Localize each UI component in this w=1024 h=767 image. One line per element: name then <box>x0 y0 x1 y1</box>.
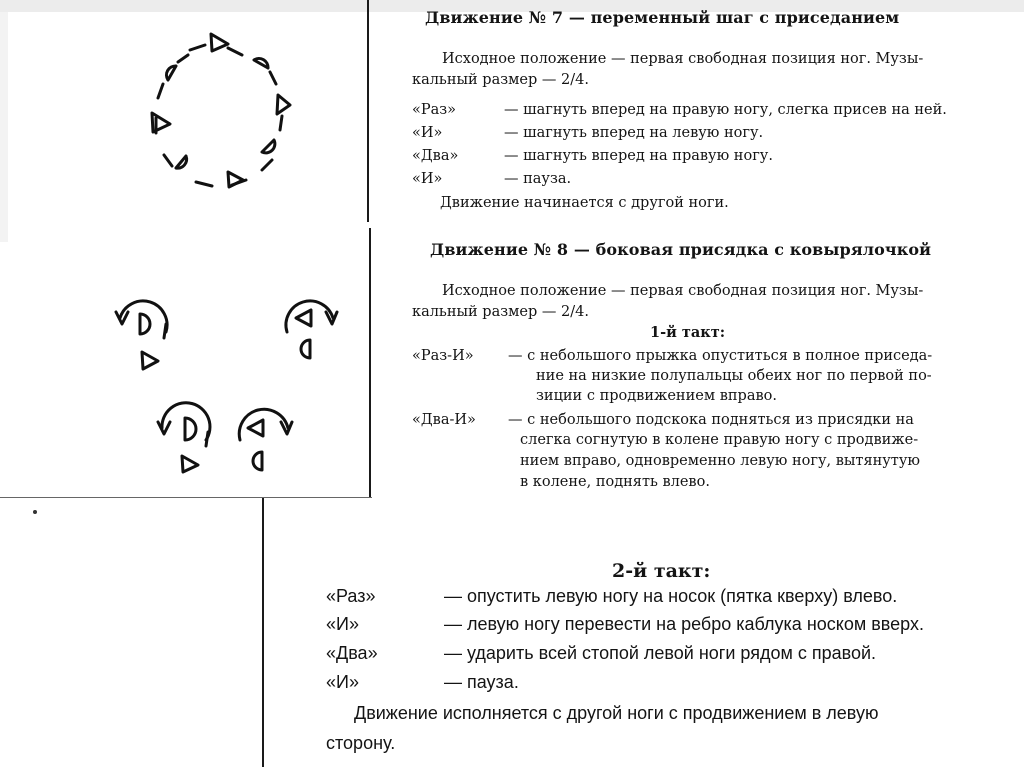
step-count: «Раз» <box>326 586 376 606</box>
bar1-step <box>412 348 972 368</box>
step-description: — пауза. <box>444 672 519 692</box>
section7-step <box>412 171 972 191</box>
section7-step <box>412 125 972 145</box>
section7-step <box>412 148 972 168</box>
step-count: «Два-И» <box>412 412 476 428</box>
step-description: — ударить всей стопой левой ноги рядом с правой. <box>444 643 877 663</box>
bar1-step <box>412 412 972 432</box>
step-count: «Два» <box>412 148 459 164</box>
bar2-outro-2: сторону. <box>326 733 396 753</box>
section8-intro-2: кальный размер — 2/4. <box>412 304 589 320</box>
step-description-cont: в колене, поднять влево. <box>520 474 710 490</box>
bar1-title: 1-й такт: <box>650 324 726 341</box>
step-count: «И» <box>326 672 359 692</box>
step-count: «Два» <box>326 643 378 663</box>
step-description: — левую ногу перевести на ребро каблука носком вверх. <box>444 614 924 634</box>
step-count: «И» <box>326 614 359 634</box>
bar2-step <box>326 614 1006 638</box>
scan-speck <box>33 510 37 514</box>
step-description-cont: слегка согнутую в колене правую ногу с продвиже- <box>520 432 919 448</box>
section8-intro-1: Исходное положение — первая свободная позиция ног. Музы- <box>442 283 924 299</box>
step-count: «И» <box>412 125 443 141</box>
pair-diagram-1 <box>116 301 167 369</box>
column-divider <box>262 498 264 767</box>
step-description: — с небольшого прыжка опуститься в полное приседа- <box>508 348 933 364</box>
step-description-cont: ние на низкие полупальцы обеих ног по первой по- <box>536 368 932 384</box>
step-description: — с небольшого подскока подняться из присядки на <box>508 412 914 428</box>
step-description: — шагнуть вперед на левую ногу. <box>504 125 764 141</box>
step-count: «И» <box>412 171 443 187</box>
step-description: — опустить левую ногу на носок (пятка кверху) влево. <box>444 586 898 606</box>
pair-diagram-2 <box>286 301 337 358</box>
dance-diagrams <box>0 0 370 500</box>
bar2-step <box>326 672 1006 696</box>
bar2-outro-1: Движение исполняется с другой ноги с продвижением в левую <box>354 703 879 723</box>
section7-outro: Движение начинается с другой ноги. <box>440 195 729 211</box>
bar2-step <box>326 643 1006 667</box>
circle-formation-diagram <box>152 34 290 187</box>
step-count: «Раз» <box>412 102 457 118</box>
pair-diagram-4 <box>239 409 292 470</box>
section7-heading: Движение № 7 — переменный шаг с приседанием <box>425 8 900 27</box>
step-description: — шагнуть вперед на правую ногу, слегка присев на ней. <box>504 102 947 118</box>
pair-diagram-3 <box>158 403 210 472</box>
section7-step <box>412 102 972 122</box>
bar2-step <box>326 586 1006 610</box>
bar2-title: 2-й такт: <box>612 560 711 582</box>
step-description-cont: зиции с продвижением вправо. <box>536 388 777 404</box>
section8-heading: Движение № 8 — боковая присядка с ковырялочкой <box>430 240 932 259</box>
step-description: — пауза. <box>504 171 572 187</box>
step-count: «Раз-И» <box>412 348 474 364</box>
section7-intro-1: Исходное положение — первая свободная позиция ног. Музы- <box>442 51 924 67</box>
step-description-cont: нием вправо, одновременно левую ногу, вытянутую <box>520 453 920 469</box>
section7-intro-2: кальный размер — 2/4. <box>412 72 589 88</box>
step-description: — шагнуть вперед на правую ногу. <box>504 148 773 164</box>
